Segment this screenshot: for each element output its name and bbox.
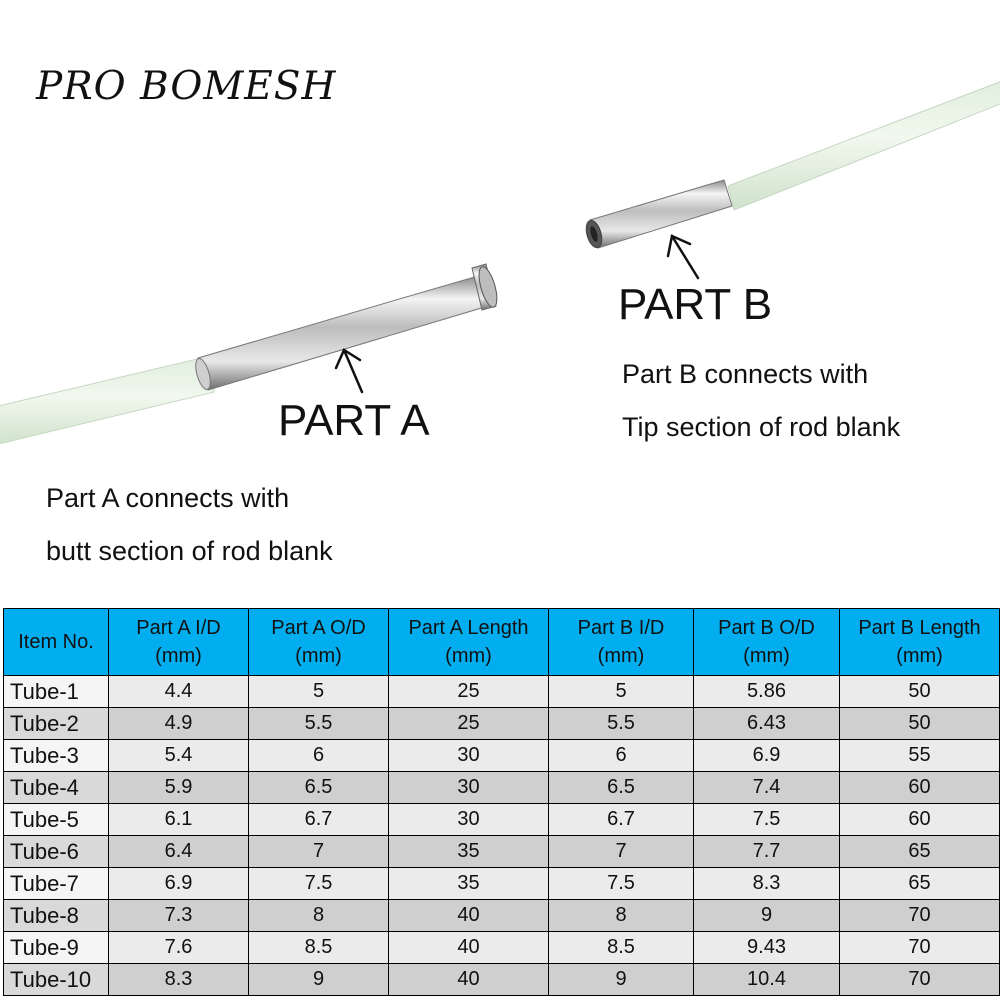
cell-part-b-length: 50 [840, 708, 1000, 740]
cell-part-a-od: 5 [249, 676, 389, 708]
cell-part-a-id: 6.4 [109, 836, 249, 868]
cell-item-no: Tube-1 [4, 676, 109, 708]
cell-part-b-od: 7.7 [694, 836, 840, 868]
cell-part-b-id: 6.5 [549, 772, 694, 804]
cell-part-b-id: 8.5 [549, 932, 694, 964]
cell-part-b-length: 70 [840, 932, 1000, 964]
cell-part-a-od: 8.5 [249, 932, 389, 964]
cell-part-a-length: 35 [389, 836, 549, 868]
spec-table [3, 608, 1000, 996]
cell-item-no: Tube-8 [4, 900, 109, 932]
part-b-description [622, 348, 900, 454]
cell-part-a-length: 30 [389, 772, 549, 804]
table-row [4, 676, 1000, 708]
cell-part-b-length: 70 [840, 900, 1000, 932]
cell-part-a-od: 9 [249, 964, 389, 996]
cell-part-b-id: 6.7 [549, 804, 694, 836]
cell-part-a-od: 8 [249, 900, 389, 932]
cell-part-a-id: 4.9 [109, 708, 249, 740]
part-b-tube [583, 180, 732, 249]
cell-item-no: Tube-10 [4, 964, 109, 996]
cell-part-a-length: 40 [389, 932, 549, 964]
cell-part-a-od: 6.7 [249, 804, 389, 836]
cell-item-no: Tube-7 [4, 868, 109, 900]
cell-part-b-id: 9 [549, 964, 694, 996]
cell-part-b-length: 60 [840, 772, 1000, 804]
cell-part-b-id: 8 [549, 900, 694, 932]
cell-part-b-od: 9 [694, 900, 840, 932]
cell-part-a-id: 5.9 [109, 772, 249, 804]
part-a-desc-line1: Part A connects with [46, 483, 290, 513]
cell-part-b-id: 6 [549, 740, 694, 772]
cell-part-a-od: 6.5 [249, 772, 389, 804]
cell-part-b-length: 60 [840, 804, 1000, 836]
header-part-a-id: Part A I/D (mm) [109, 609, 249, 676]
header-item-no: Item No. [4, 609, 109, 676]
table-row [4, 900, 1000, 932]
cell-part-b-od: 6.9 [694, 740, 840, 772]
cell-part-b-id: 7 [549, 836, 694, 868]
header-part-a-od: Part A O/D (mm) [249, 609, 389, 676]
header-part-b-id: Part B I/D (mm) [549, 609, 694, 676]
cell-part-b-od: 5.86 [694, 676, 840, 708]
cell-part-a-id: 7.3 [109, 900, 249, 932]
table-row [4, 772, 1000, 804]
cell-part-b-od: 7.5 [694, 804, 840, 836]
rod-blank-tip [728, 78, 1000, 210]
part-a-description [46, 472, 333, 578]
cell-part-b-length: 65 [840, 836, 1000, 868]
cell-part-a-od: 5.5 [249, 708, 389, 740]
cell-part-b-length: 50 [840, 676, 1000, 708]
cell-part-b-od: 6.43 [694, 708, 840, 740]
cell-item-no: Tube-3 [4, 740, 109, 772]
cell-part-b-id: 7.5 [549, 868, 694, 900]
cell-part-a-length: 40 [389, 964, 549, 996]
cell-part-b-length: 70 [840, 964, 1000, 996]
cell-part-b-length: 55 [840, 740, 1000, 772]
cell-part-a-length: 30 [389, 804, 549, 836]
cell-item-no: Tube-4 [4, 772, 109, 804]
cell-item-no: Tube-6 [4, 836, 109, 868]
part-b-label: PART B [618, 280, 773, 329]
table-row [4, 868, 1000, 900]
cell-part-a-id: 6.9 [109, 868, 249, 900]
table-row [4, 964, 1000, 996]
cell-item-no: Tube-2 [4, 708, 109, 740]
cell-part-a-length: 40 [389, 900, 549, 932]
header-part-a-length: Part A Length (mm) [389, 609, 549, 676]
cell-part-a-od: 7 [249, 836, 389, 868]
part-a-tube [193, 264, 501, 391]
table-row [4, 836, 1000, 868]
cell-part-b-od: 8.3 [694, 868, 840, 900]
cell-part-a-id: 7.6 [109, 932, 249, 964]
part-a-label: PART A [278, 396, 430, 445]
cell-part-b-id: 5.5 [549, 708, 694, 740]
cell-part-a-id: 5.4 [109, 740, 249, 772]
table-row [4, 804, 1000, 836]
cell-part-a-length: 35 [389, 868, 549, 900]
cell-item-no: Tube-9 [4, 932, 109, 964]
cell-part-a-length: 25 [389, 708, 549, 740]
cell-part-a-id: 8.3 [109, 964, 249, 996]
cell-part-b-length: 65 [840, 868, 1000, 900]
cell-part-a-length: 30 [389, 740, 549, 772]
header-part-b-od: Part B O/D (mm) [694, 609, 840, 676]
table-row [4, 740, 1000, 772]
cell-part-a-id: 4.4 [109, 676, 249, 708]
cell-part-a-od: 6 [249, 740, 389, 772]
table-row [4, 708, 1000, 740]
spec-table-header [4, 609, 1000, 676]
table-row [4, 932, 1000, 964]
arrow-icon [668, 236, 698, 278]
part-b-desc-line1: Part B connects with [622, 359, 869, 389]
cell-part-b-od: 9.43 [694, 932, 840, 964]
cell-part-b-od: 10.4 [694, 964, 840, 996]
arrow-icon [336, 350, 362, 392]
part-b-desc-line2: Tip section of rod blank [622, 412, 901, 442]
rod-blank-butt [0, 356, 214, 446]
header-part-b-length: Part B Length (mm) [840, 609, 1000, 676]
brand-logo: PRO BOMESH [36, 64, 337, 109]
cell-item-no: Tube-5 [4, 804, 109, 836]
part-a-desc-line2: butt section of rod blank [46, 536, 333, 566]
cell-part-a-od: 7.5 [249, 868, 389, 900]
cell-part-b-id: 5 [549, 676, 694, 708]
cell-part-a-length: 25 [389, 676, 549, 708]
cell-part-a-id: 6.1 [109, 804, 249, 836]
cell-part-b-od: 7.4 [694, 772, 840, 804]
